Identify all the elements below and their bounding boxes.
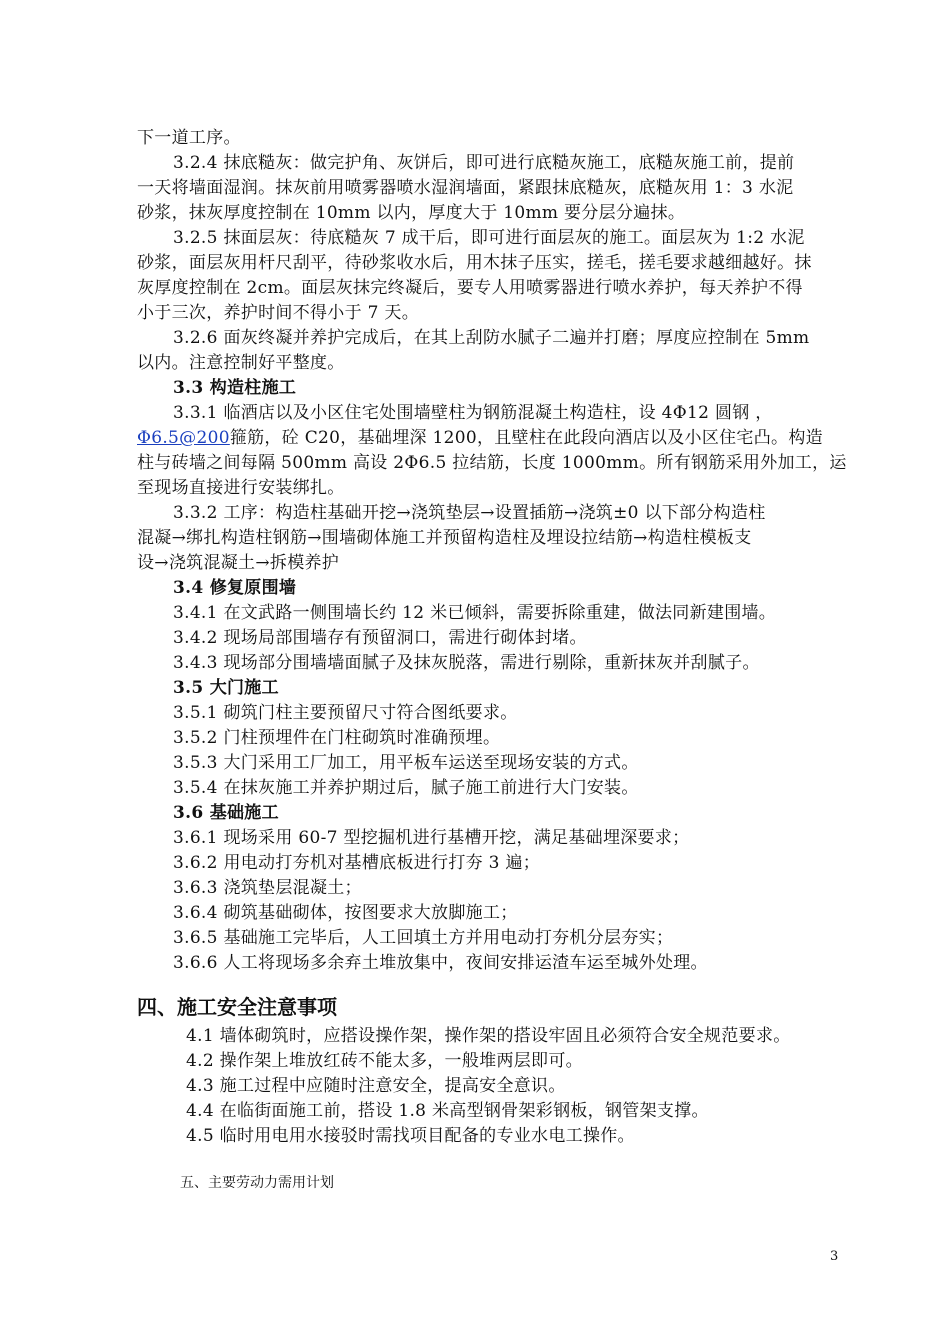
paragraph-line: 灰厚度控制在 2cm。面层灰抹完终凝后，要专人用喷雾器进行喷水养护，每天养护不得 <box>137 278 803 298</box>
paragraph-line: 设→浇筑混凝土→拆模养护 <box>137 553 340 573</box>
paragraph-line: 柱与砖墙之间每隔 500mm 高设 2Φ6.5 拉结筋，长度 1000mm。所有钢筋采用外加工，运 <box>137 453 847 473</box>
section-heading: 3.4 修复原围墙 <box>173 578 297 598</box>
paragraph-line: 混凝→绑扎构造柱钢筋→围墙砌体施工并预留构造柱及埋设拉结筋→构造柱模板支 <box>137 528 752 548</box>
paragraph-line: 一天将墙面湿润。抹灰前用喷雾器喷水湿润墙面，紧跟抹底糙灰，底糙灰用 1：3 水泥 <box>137 178 794 198</box>
chapter-heading: 四、施工安全注意事项 <box>137 995 337 1019</box>
paragraph-line: 砂浆，抹灰厚度控制在 10mm 以内，厚度大于 10mm 要分层分遍抹。 <box>137 203 686 223</box>
paragraph-line: 4.5 临时用电用水接驳时需找项目配备的专业水电工操作。 <box>186 1126 635 1146</box>
paragraph-line: 3.3.1 临酒店以及小区住宅处围墙壁柱为钢筋混凝土构造柱，设 4Φ12 圆钢 ， <box>173 403 773 423</box>
paragraph-line: 3.2.6 面灰终凝并养护完成后，在其上刮防水腻子二遍并打磨；厚度应控制在 5mm <box>173 328 810 348</box>
chapter-heading: 五、主要劳动力需用计划 <box>180 1175 334 1191</box>
paragraph-line: 3.5.1 砌筑门柱主要预留尺寸符合图纸要求。 <box>173 703 518 723</box>
paragraph-line: 3.3.2 工序：构造柱基础开挖→浇筑垫层→设置插筋→浇筑±0 以下部分构造柱 <box>173 503 766 523</box>
section-heading: 3.5 大门施工 <box>173 678 279 698</box>
paragraph-line: 3.2.4 抹底糙灰：做完护角、灰饼后，即可进行底糙灰施工，底糙灰施工前，提前 <box>173 153 795 173</box>
paragraph-line: 3.6.4 砌筑基础砌体，按图要求大放脚施工； <box>173 903 518 923</box>
paragraph-line: 至现场直接进行安装绑扎。 <box>137 478 345 498</box>
paragraph-line: 3.4.2 现场局部围墙存有预留洞口，需进行砌体封堵。 <box>173 628 587 648</box>
paragraph-line: 3.4.3 现场部分围墙墙面腻子及抹灰脱落，需进行剔除，重新抹灰并刮腻子。 <box>173 653 760 673</box>
paragraph-line: 4.1 墙体砌筑时，应搭设操作架，操作架的搭设牢固且必须符合安全规范要求。 <box>186 1026 791 1046</box>
paragraph-line: 3.6.6 人工将现场多余弃土堆放集中，夜间安排运渣车运至城外处理。 <box>173 953 708 973</box>
paragraph-line: 3.2.5 抹面层灰：待底糙灰 7 成干后，即可进行面层灰的施工。面层灰为 1:2 水泥 <box>173 228 805 248</box>
paragraph-line: 3.5.4 在抹灰施工并养护期过后，腻子施工前进行大门安装。 <box>173 778 639 798</box>
paragraph-line: 3.6.2 用电动打夯机对基槽底板进行打夯 3 遍； <box>173 853 541 873</box>
paragraph-text: 箍筋，砼 C20，基础埋深 1200，且壁柱在此段向酒店以及小区住宅凸。构造 <box>229 428 823 448</box>
paragraph-line: 小于三次，养护时间不得小于 7 天。 <box>137 303 420 323</box>
paragraph-line <box>137 426 823 450</box>
section-heading: 3.6 基础施工 <box>173 803 279 823</box>
paragraph-line: 4.2 操作架上堆放红砖不能太多，一般堆两层即可。 <box>186 1051 583 1071</box>
paragraph-line: 3.6.1 现场采用 60-7 型挖掘机进行基槽开挖，满足基础埋深要求； <box>173 828 690 848</box>
paragraph-line: 砂浆，面层灰用杆尺刮平，待砂浆收水后，用木抹子压实，搓毛，搓毛要求越细越好。抹 <box>137 253 812 273</box>
paragraph-line: 3.6.5 基础施工完毕后，人工回填土方并用电动打夯机分层夯实； <box>173 928 674 948</box>
paragraph-line: 3.6.3 浇筑垫层混凝土； <box>173 878 362 898</box>
paragraph-line: 3.5.2 门柱预埋件在门柱砌筑时准确预埋。 <box>173 728 501 748</box>
paragraph-line: 下一道工序。 <box>137 128 241 148</box>
paragraph-line: 以内。注意控制好平整度。 <box>137 353 345 373</box>
page-number: 3 <box>830 1249 839 1264</box>
section-heading: 3.3 构造柱施工 <box>173 378 297 398</box>
paragraph-line: 3.4.1 在文武路一侧围墙长约 12 米已倾斜，需要拆除重建，做法同新建围墙。 <box>173 603 777 623</box>
paragraph-line: 4.3 施工过程中应随时注意安全，提高安全意识。 <box>186 1076 566 1096</box>
paragraph-line: 3.5.3 大门采用工厂加工，用平板车运送至现场安装的方式。 <box>173 753 639 773</box>
rebar-spec-link[interactable]: Φ6.5@200 <box>137 428 230 448</box>
paragraph-line: 4.4 在临街面施工前，搭设 1.8 米高型钢骨架彩钢板，钢管架支撑。 <box>186 1101 709 1121</box>
